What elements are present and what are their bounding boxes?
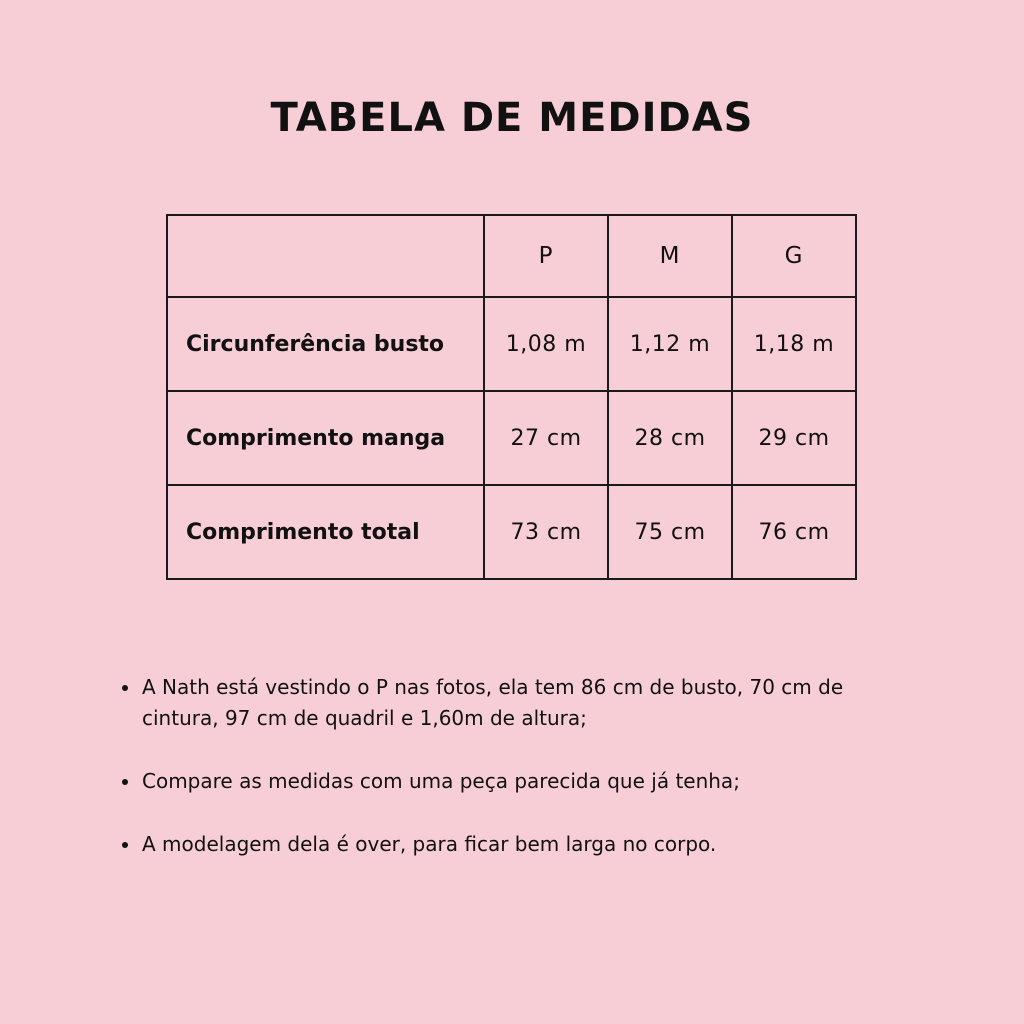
list-item	[120, 829, 910, 860]
row-label-sleeve: Comprimento manga	[167, 391, 484, 485]
row-label-total-length: Comprimento total	[167, 485, 484, 579]
table-row	[167, 391, 856, 485]
note-text: A Nath está vestindo o P nas fotos, ela tem 86 cm de busto, 70 cm de cintura, 97 cm de quadril e 1,60m de altura;	[142, 675, 844, 730]
size-header-g: G	[732, 215, 856, 297]
table-row	[167, 297, 856, 391]
bullet-icon	[122, 685, 128, 691]
table-cell: 1,18 m	[732, 297, 856, 391]
table-cell: 29 cm	[732, 391, 856, 485]
table-cell: 1,12 m	[608, 297, 732, 391]
row-label-bust: Circunferência busto	[167, 297, 484, 391]
header-empty-cell	[167, 215, 484, 297]
table-cell: 1,08 m	[484, 297, 608, 391]
table-cell: 75 cm	[608, 485, 732, 579]
table-cell: 28 cm	[608, 391, 732, 485]
table-cell: 27 cm	[484, 391, 608, 485]
table-cell: 73 cm	[484, 485, 608, 579]
size-header-m: M	[608, 215, 732, 297]
page-title: TABELA DE MEDIDAS	[270, 95, 754, 141]
note-text: A modelagem dela é over, para ficar bem larga no corpo.	[142, 832, 717, 856]
table-cell: 76 cm	[732, 485, 856, 579]
size-chart-table	[166, 214, 857, 580]
bullet-icon	[122, 779, 128, 785]
size-header-p: P	[484, 215, 608, 297]
bullet-icon	[122, 842, 128, 848]
note-text: Compare as medidas com uma peça parecida que já tenha;	[142, 769, 740, 793]
notes-list	[120, 672, 910, 892]
table-row	[167, 485, 856, 579]
list-item	[120, 672, 910, 734]
table-header-row	[167, 215, 856, 297]
list-item	[120, 766, 910, 797]
